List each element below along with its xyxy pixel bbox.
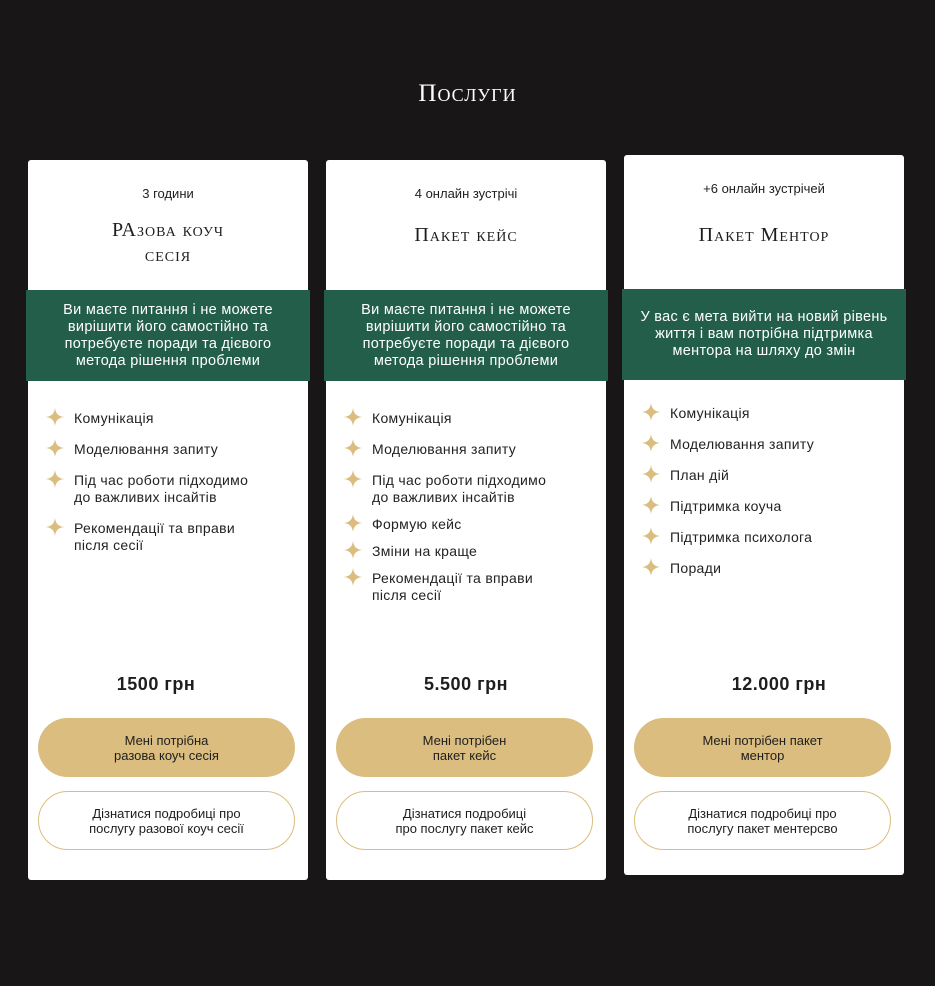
feature-text: після сесії bbox=[372, 587, 442, 603]
card-description bbox=[622, 289, 906, 380]
sparkle-icon bbox=[642, 558, 660, 576]
sparkle-icon bbox=[46, 518, 64, 536]
sparkle-icon bbox=[46, 408, 64, 426]
text-line: Дізнатися подробиці bbox=[402, 805, 527, 821]
text-line: життя і вам потрібна підтримка bbox=[655, 326, 873, 342]
feature-item bbox=[642, 560, 892, 577]
button-label bbox=[687, 806, 837, 836]
text-line: метода рішення проблеми bbox=[75, 352, 261, 369]
card-price: 12.000 грн bbox=[731, 674, 827, 694]
feature-item bbox=[46, 520, 296, 554]
order-mentor-package-button[interactable] bbox=[634, 718, 891, 777]
text-line: Дізнатися подробиці про bbox=[688, 805, 837, 821]
card-description-text bbox=[640, 309, 887, 360]
text-line: РАзова коуч bbox=[111, 219, 225, 241]
feature-text: Під час роботи підходимо bbox=[372, 472, 547, 488]
feature-text: Рекомендації та вправи bbox=[372, 570, 533, 586]
feature-text: Підтримка психолога bbox=[670, 529, 813, 545]
text-line: пакет кейс bbox=[432, 747, 497, 763]
text-line: Мені потрібен bbox=[422, 732, 507, 748]
details-case-package-button[interactable] bbox=[336, 791, 593, 850]
feature-text: після сесії bbox=[74, 537, 144, 553]
button-label bbox=[395, 806, 533, 836]
feature-text: Рекомендації та вправи bbox=[74, 520, 235, 536]
text-line: ментора на шляху до змін bbox=[672, 343, 856, 359]
sparkle-icon bbox=[46, 439, 64, 457]
text-line: послугу разової коуч сесії bbox=[89, 820, 244, 836]
feature-item bbox=[46, 472, 296, 506]
sparkle-icon bbox=[344, 470, 362, 488]
feature-item bbox=[46, 441, 296, 458]
text-line: Дізнатися подробиці про bbox=[92, 805, 241, 821]
feature-item bbox=[344, 516, 594, 533]
section-title: Послуги bbox=[418, 80, 517, 107]
feature-text: Моделювання запиту bbox=[372, 441, 517, 457]
text-line: сесія bbox=[144, 244, 192, 266]
sparkle-icon bbox=[642, 403, 660, 421]
text-line: потребуєте поради та дієвого bbox=[64, 335, 272, 352]
feature-text: План дій bbox=[670, 467, 730, 483]
text-line: Ви маєте питання і не можете bbox=[63, 301, 273, 318]
text-line: ментор bbox=[740, 747, 785, 763]
card-title bbox=[28, 218, 308, 268]
text-line: Мені потрібна bbox=[124, 732, 209, 748]
text-line: про послугу пакет кейс bbox=[395, 820, 534, 836]
service-card-case-package bbox=[326, 160, 606, 880]
card-duration: +6 онлайн зустрічей bbox=[703, 181, 825, 196]
button-label bbox=[702, 733, 822, 763]
sparkle-icon bbox=[344, 541, 362, 559]
sparkle-icon bbox=[344, 439, 362, 457]
sparkle-icon bbox=[344, 514, 362, 532]
order-single-session-button[interactable] bbox=[38, 718, 295, 777]
feature-text: Зміни на краще bbox=[372, 543, 478, 559]
text-line: вирішити його самостійно та bbox=[365, 318, 567, 335]
feature-text: Моделювання запиту bbox=[670, 436, 815, 452]
feature-item bbox=[642, 405, 892, 422]
card-description-text bbox=[63, 302, 273, 370]
feature-list bbox=[642, 405, 892, 577]
details-mentor-package-button[interactable] bbox=[634, 791, 891, 850]
sparkle-icon bbox=[642, 434, 660, 452]
feature-text: Формую кейс bbox=[372, 516, 462, 532]
sparkle-icon bbox=[344, 408, 362, 426]
sparkle-icon bbox=[642, 496, 660, 514]
sparkle-icon bbox=[344, 568, 362, 586]
feature-text: Комунікація bbox=[372, 410, 452, 426]
text-line: вирішити його самостійно та bbox=[67, 318, 269, 335]
feature-item bbox=[642, 498, 892, 515]
sparkle-icon bbox=[642, 465, 660, 483]
feature-text: Комунікація bbox=[670, 405, 750, 421]
card-description bbox=[26, 290, 310, 381]
feature-text: Комунікація bbox=[74, 410, 154, 426]
feature-item bbox=[344, 410, 594, 427]
feature-item bbox=[642, 436, 892, 453]
card-duration: 4 онлайн зустрічі bbox=[414, 186, 518, 201]
feature-text: Підтримка коуча bbox=[670, 498, 782, 514]
feature-item bbox=[344, 441, 594, 458]
text-line: послугу пакет ментерсво bbox=[687, 820, 838, 836]
text-line: Ви маєте питання і не можете bbox=[361, 301, 571, 318]
feature-list bbox=[344, 410, 594, 604]
service-card-single-session bbox=[28, 160, 308, 880]
feature-item bbox=[642, 529, 892, 546]
card-title bbox=[326, 223, 606, 248]
text-line: потребуєте поради та дієвого bbox=[362, 335, 570, 352]
feature-item bbox=[46, 410, 296, 427]
feature-text: Поради bbox=[670, 560, 722, 576]
card-price: 5.500 грн bbox=[424, 674, 508, 694]
text-line: Пакет кейс bbox=[414, 224, 518, 246]
feature-text: Моделювання запиту bbox=[74, 441, 219, 457]
button-label bbox=[89, 806, 244, 836]
order-case-package-button[interactable] bbox=[336, 718, 593, 777]
card-description bbox=[324, 290, 608, 381]
text-line: метода рішення проблеми bbox=[373, 352, 559, 369]
feature-text: до важливих інсайтів bbox=[74, 489, 217, 505]
feature-text: Під час роботи підходимо bbox=[74, 472, 249, 488]
feature-text: до важливих інсайтів bbox=[372, 489, 515, 505]
service-card-mentor-package bbox=[624, 155, 904, 875]
button-label bbox=[423, 733, 507, 763]
feature-item bbox=[344, 472, 594, 506]
card-title bbox=[624, 223, 904, 248]
sparkle-icon bbox=[642, 527, 660, 545]
sparkle-icon bbox=[46, 470, 64, 488]
card-description-text bbox=[361, 302, 571, 370]
feature-item bbox=[344, 543, 594, 560]
text-line: разова коуч сесія bbox=[114, 747, 219, 763]
feature-list bbox=[46, 410, 296, 554]
text-line: Мені потрібен пакет bbox=[702, 732, 823, 748]
text-line: Пакет Ментор bbox=[698, 224, 830, 246]
text-line: У вас є мета вийти на новий рівень bbox=[640, 309, 888, 325]
card-price: 1500 грн bbox=[116, 674, 196, 694]
feature-item bbox=[642, 467, 892, 484]
button-label bbox=[114, 733, 219, 763]
feature-item bbox=[344, 570, 594, 604]
card-duration: 3 години bbox=[142, 186, 194, 201]
details-single-session-button[interactable] bbox=[38, 791, 295, 850]
